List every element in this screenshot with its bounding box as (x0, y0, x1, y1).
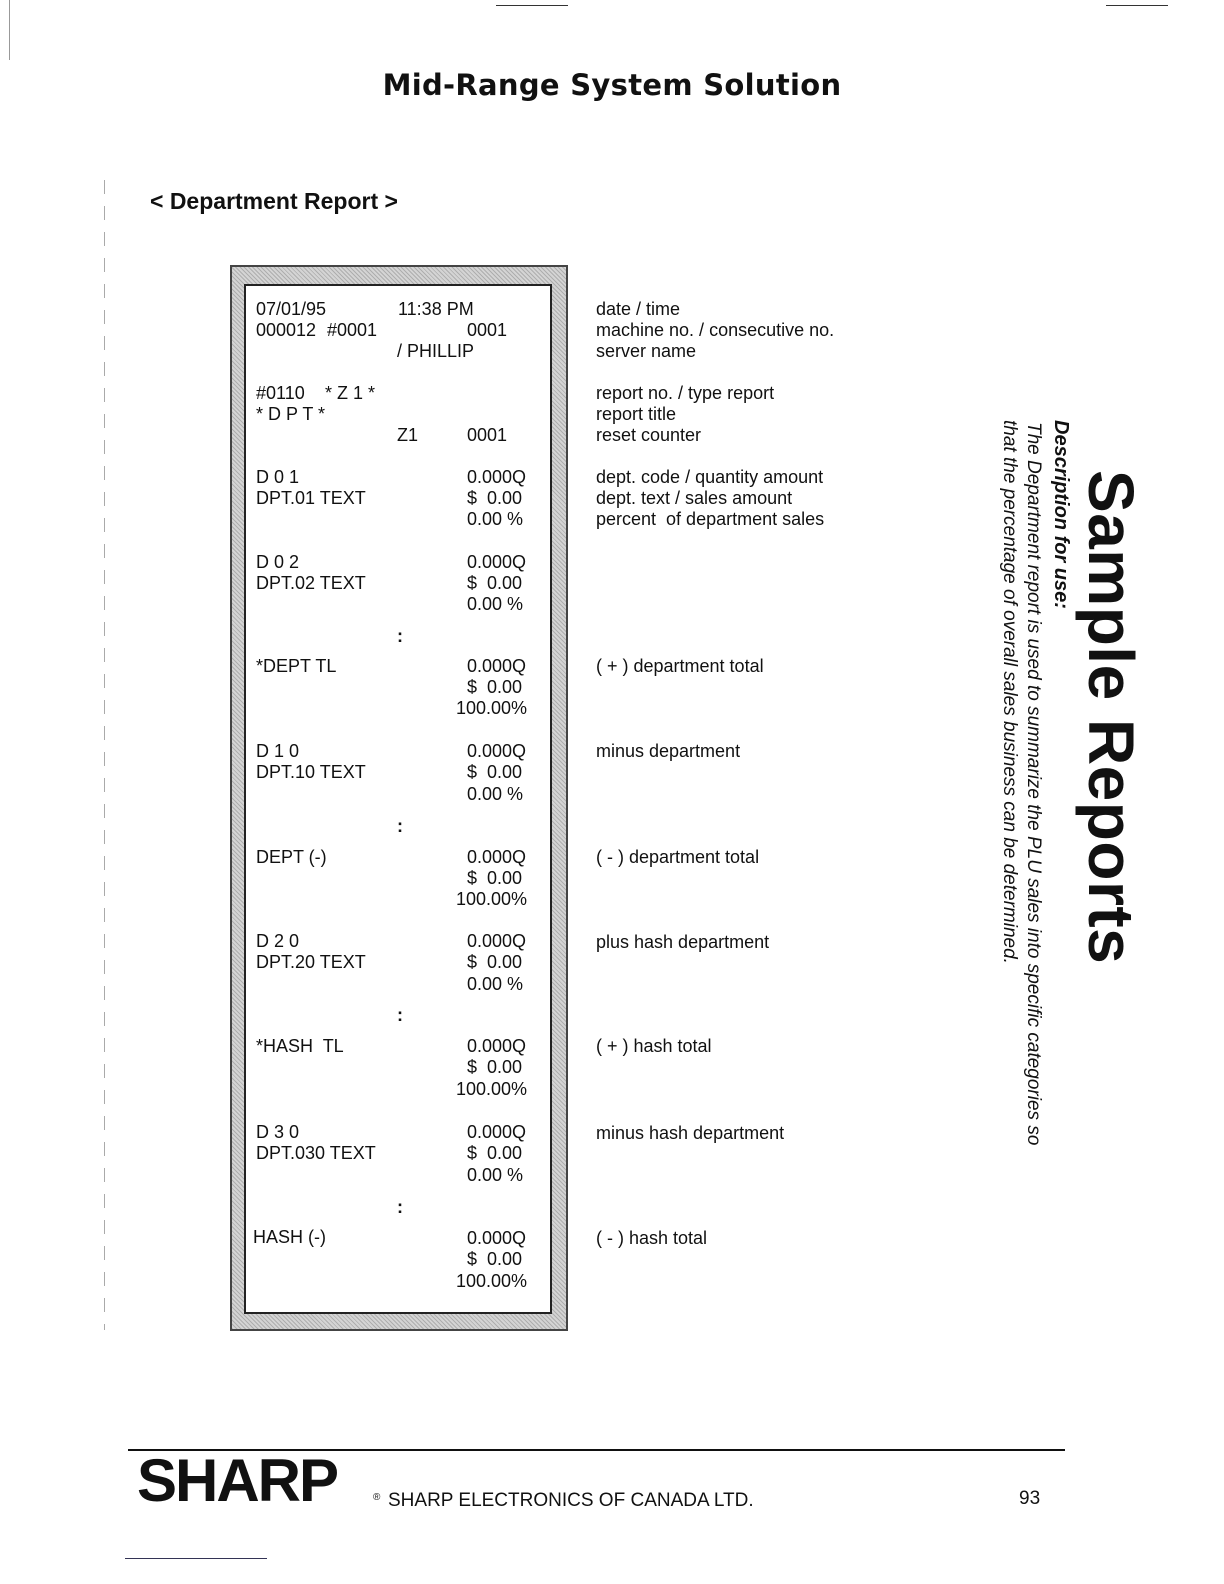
block-amount: $ 0.00 (467, 677, 523, 697)
continuation-colon: : (397, 1005, 403, 1025)
block-qty: 0.000Q (467, 741, 527, 761)
desc-plus-hash-dept: plus hash department (596, 932, 770, 952)
block-text: DPT.02 TEXT (256, 573, 366, 593)
block-percent: 0.00 % (467, 974, 524, 994)
receipt-reset-counter: 0001 (467, 425, 508, 445)
desc-percent: percent of department sales (596, 509, 825, 529)
block-code: D 0 1 (256, 467, 300, 487)
desc-dept-text: dept. text / sales amount (596, 488, 793, 508)
receipt-report-title: * D P T * (256, 404, 326, 424)
block-percent: 100.00% (456, 1079, 528, 1099)
block-amount: $ 0.00 (467, 1249, 523, 1269)
block-code: D 1 0 (256, 741, 300, 761)
desc-reset-counter: reset counter (596, 425, 702, 445)
continuation-colon: : (397, 1197, 403, 1217)
desc-minus-hash-dept: minus hash department (596, 1123, 785, 1143)
sidebar-description-line-1: The Department report is used to summarize the PLU sales into specific categories so (1023, 422, 1044, 1146)
block-qty: 0.000Q (467, 847, 527, 867)
left-margin-dashes (104, 180, 105, 1330)
block-amount: $ 0.00 (467, 573, 523, 593)
block-percent: 0.00 % (467, 1165, 524, 1185)
receipt-consecutive-no: #0001 (327, 320, 378, 340)
block-qty: 0.000Q (467, 931, 527, 951)
block-qty: 0.000Q (467, 552, 527, 572)
block-amount: $ 0.00 (467, 488, 523, 508)
block-code: D 3 0 (256, 1122, 300, 1142)
block-code: HASH (-) (253, 1227, 326, 1247)
desc-plus-hash-total: ( + ) hash total (596, 1036, 712, 1056)
block-percent: 0.00 % (467, 509, 524, 529)
block-code: D 0 2 (256, 552, 300, 572)
block-percent: 100.00% (456, 1271, 528, 1291)
block-amount: $ 0.00 (467, 1057, 523, 1077)
block-text: DPT.01 TEXT (256, 488, 366, 508)
block-amount: $ 0.00 (467, 952, 523, 972)
receipt-server-no: 0001 (467, 320, 508, 340)
block-percent: 0.00 % (467, 784, 524, 804)
receipt-server-name: / PHILLIP (397, 341, 475, 361)
desc-dept-code: dept. code / quantity amount (596, 467, 824, 487)
block-percent: 100.00% (456, 698, 528, 718)
sidebar-description-heading: Description for use: (1050, 420, 1072, 609)
sidebar-title: Sample Reports (1075, 470, 1147, 965)
continuation-colon: : (397, 816, 403, 836)
receipt-type-report: * Z 1 * (325, 383, 376, 403)
block-text: DPT.030 TEXT (256, 1143, 376, 1163)
top-rule-right (1106, 5, 1168, 6)
block-qty: 0.000Q (467, 467, 527, 487)
desc-report-no: report no. / type report (596, 383, 775, 403)
section-heading: < Department Report > (150, 188, 398, 214)
block-amount: $ 0.00 (467, 762, 523, 782)
sharp-logo: SHARP (137, 1447, 338, 1514)
receipt-reset-label: Z1 (397, 425, 419, 445)
left-margin-line (9, 0, 10, 60)
block-qty: 0.000Q (467, 656, 527, 676)
desc-server: server name (596, 341, 697, 361)
desc-minus-dept-total: ( - ) department total (596, 847, 760, 867)
bottom-underline (125, 1558, 267, 1559)
block-amount: $ 0.00 (467, 868, 523, 888)
receipt-report-no: #0110 (256, 383, 305, 403)
receipt-time: 11:38 PM (398, 299, 474, 319)
block-qty: 0.000Q (467, 1036, 527, 1056)
continuation-colon: : (397, 626, 403, 646)
block-amount: $ 0.00 (467, 1143, 523, 1163)
block-qty: 0.000Q (467, 1122, 527, 1142)
company-name: SHARP ELECTRONICS OF CANADA LTD. (388, 1490, 754, 1511)
block-percent: 100.00% (456, 889, 528, 909)
desc-machine: machine no. / consecutive no. (596, 320, 835, 340)
desc-date-time: date / time (596, 299, 681, 319)
block-qty: 0.000Q (467, 1228, 527, 1248)
desc-minus-dept: minus department (596, 741, 741, 761)
block-text: DPT.20 TEXT (256, 952, 366, 972)
registered-mark: ® (373, 1492, 381, 1503)
receipt-date: 07/01/95 (256, 299, 327, 319)
block-percent: 0.00 % (467, 594, 524, 614)
block-code: *DEPT TL (256, 656, 337, 676)
desc-minus-hash-total: ( - ) hash total (596, 1228, 708, 1248)
page-number: 93 (1019, 1488, 1041, 1509)
block-text: DPT.10 TEXT (256, 762, 366, 782)
sidebar-description-line-2: that the percentage of overall sales business can be determined. (999, 420, 1020, 964)
block-code: *HASH TL (256, 1036, 344, 1056)
block-code: DEPT (-) (256, 847, 327, 867)
receipt-machine-no: 000012 (256, 320, 317, 340)
top-rule-left (496, 5, 568, 6)
desc-plus-dept-total: ( + ) department total (596, 656, 764, 676)
page-title: Mid-Range System Solution (382, 68, 842, 102)
desc-report-title: report title (596, 404, 677, 424)
block-code: D 2 0 (256, 931, 300, 951)
